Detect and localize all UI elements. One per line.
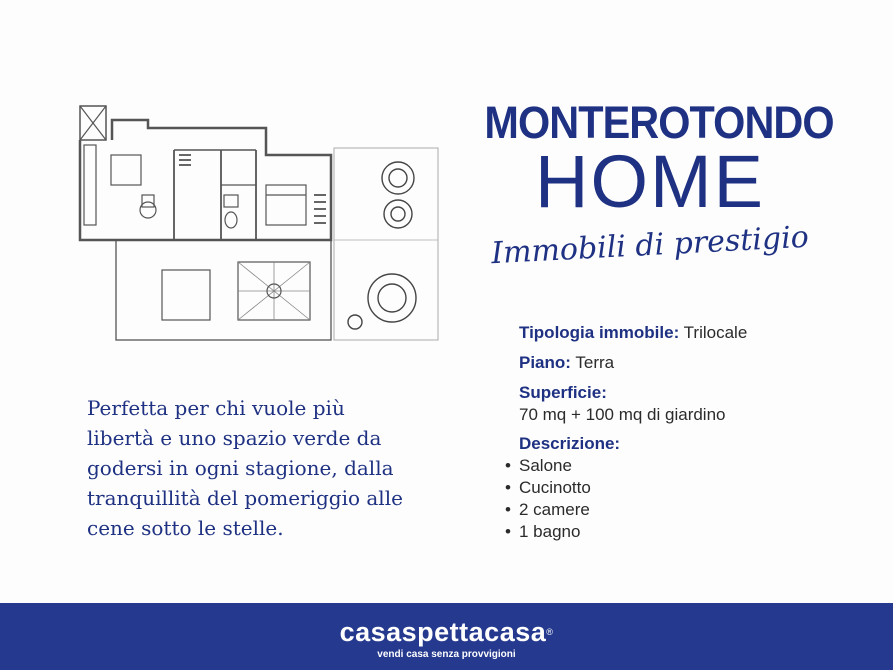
registered-mark: ®	[546, 627, 554, 637]
list-item: • 1 bagno	[505, 521, 859, 543]
detail-descrizione	[519, 433, 859, 543]
detail-superficie	[519, 382, 859, 426]
brand-subtitle: Immobili di prestigio	[490, 219, 810, 272]
brand-line-monterotondo: MONTEROTONDO	[484, 97, 834, 148]
list-item: • Cucinotto	[505, 477, 859, 499]
footer-banner	[0, 603, 893, 670]
piano-value: Terra	[575, 353, 615, 372]
footer-logo-text: casaspettacasa	[339, 617, 547, 647]
descrizione-list	[505, 455, 859, 543]
list-item: • Salone	[505, 455, 859, 477]
superficie-value: 70 mq + 100 mq di giardino	[519, 405, 726, 424]
tipologia-value: Trilocale	[683, 323, 748, 342]
descrizione-label: Descrizione:	[519, 434, 621, 453]
piano-label: Piano:	[519, 353, 571, 372]
footer-slogan: vendi casa senza provvigioni	[377, 649, 516, 660]
brand-line-home: HOME	[535, 140, 765, 223]
footer-logo[interactable]	[0, 617, 893, 647]
superficie-label: Superficie:	[519, 383, 607, 402]
property-details	[519, 322, 859, 550]
brand-title	[470, 97, 834, 272]
detail-tipologia	[519, 322, 859, 344]
list-item: • 2 camere	[505, 499, 859, 521]
tipologia-label: Tipologia immobile:	[519, 323, 680, 342]
detail-piano	[519, 352, 859, 374]
floor-plan-drawing	[76, 100, 440, 345]
tagline-text: Perfetta per chi vuole più libertà e uno spazio verde da godersi in ogni stagione, dalla tranquillità del pomeriggio alle cene sotto le stelle.	[87, 396, 403, 540]
